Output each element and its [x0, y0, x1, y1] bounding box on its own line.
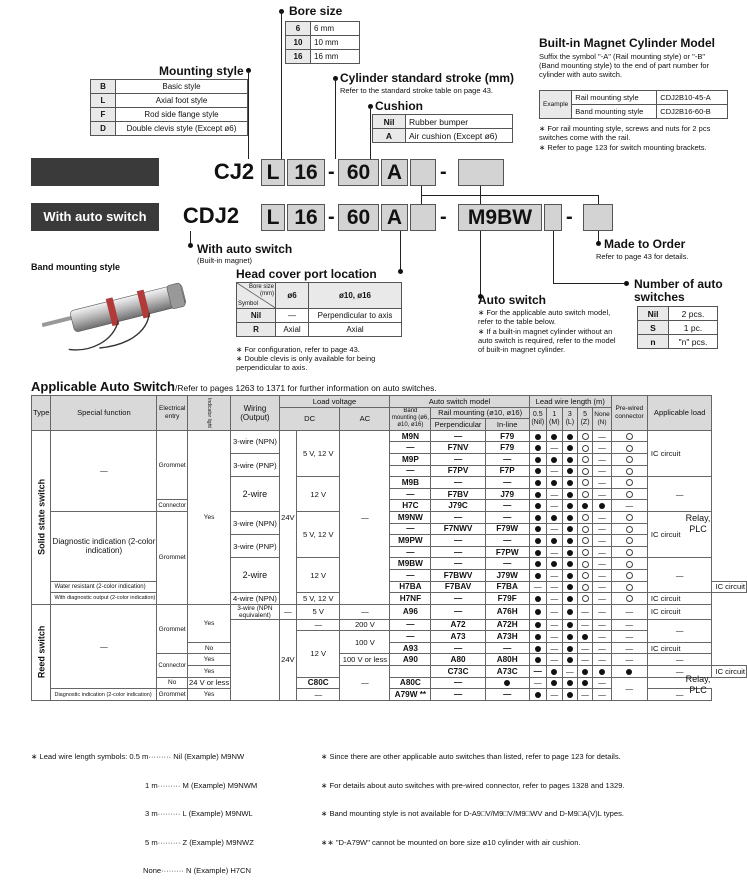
table-row: 24V — 200 V — A72 A72H — — — — — — [32, 619, 747, 631]
stroke-note: Refer to the standard stroke table on page 43. — [340, 86, 494, 95]
solid-load-relay: Relay, PLC — [685, 513, 711, 534]
table-row: Water resistant (2-color indication) H7BA F7BAV F7BA — — — IC circuit — [32, 581, 747, 593]
table-row: Connector H7C J79C — — — — [32, 500, 747, 512]
table-row: Solid state switch — Grommet Yes 3-wire (NPN) 24V 5 V, 12 V — M9N — F79 — IC circuit — [32, 430, 747, 442]
table-row: 12 V 100 V — A73 A73H — — — — [32, 631, 747, 643]
model2-bore: 16 — [287, 204, 325, 231]
model1-stroke: 60 — [338, 159, 379, 186]
table-row: No A93 — — — — — — IC circuit — [32, 642, 747, 654]
builtin-magnet-title: Built-in Magnet Cylinder Model — [539, 36, 715, 50]
bore-size-table: 6 6 mm 10 10 mm 16 16 mm — [285, 21, 360, 64]
cushion-table: Nil Rubber bumper A Air cushion (Except ø6) — [372, 114, 513, 143]
auto-switch-note-2: ∗ If a built-in magnet cylinder without an auto switch is required, refer to the model of built-in magnet cylinder. — [478, 327, 616, 354]
head-cover-table: Bore size (mm) Symbol ø6 ø10, ø16 Nil — Perpendicular to axis R Axial Axial — [236, 282, 402, 337]
table-row: 3-wire (PNP) M9P — — — — [32, 453, 747, 465]
bore-size-title: Bore size — [289, 4, 343, 18]
made-to-order-title: Made to Order — [604, 237, 686, 251]
table-row: — F7NV F79 — — — [32, 442, 747, 454]
stroke-title: Cylinder standard stroke (mm) — [340, 71, 515, 85]
model2-mount: L — [261, 204, 285, 231]
builtin-magnet-text: Suffix the symbol "-A" (Rail mounting style) or "-B" (Band mounting style) to the end of part number for cylinder with auto switch. — [539, 52, 710, 79]
footnotes-left: ∗ Lead wire length symbols: 0.5 m········· Nil (Example) M9NW 1 m········· M (Example) M9NWM 3 m········· L (Example) M9NWL 5 m········· Z (Example) M9NWZ None········· N (Example) H7CN — [31, 752, 258, 875]
made-to-order-note: Refer to page 43 for details. — [596, 252, 689, 261]
builtin-magnet-table: Example Rail mounting style CDJ2B10-45-A Band mounting style CDJ2B16-60-B — [539, 90, 728, 119]
table-row: — — F7PW — — — [32, 546, 747, 558]
model1-mount: L — [261, 159, 285, 186]
head-cover-note-1: ∗ For configuration, refer to page 43. — [236, 345, 360, 354]
num-switches-title: Number of auto switches — [634, 277, 723, 304]
table-row: — F7NWV F79W — — — [32, 523, 747, 535]
model1-blank-label — [31, 158, 159, 186]
model2-label: With auto switch — [31, 203, 159, 231]
model1-bore: 16 — [287, 159, 325, 186]
model2-num-switches — [544, 204, 562, 231]
builtin-magnet-note-2: ∗ Refer to page 123 for switch mounting brackets. — [539, 143, 707, 152]
auto-switch-note-1: ∗ For the applicable auto switch model, refer to the table below. — [478, 308, 611, 326]
builtin-magnet-note-1: ∗ For rail mounting style, screws and nuts for 2 pcs switches come with the rail. — [539, 124, 711, 142]
cushion-title: Cushion — [375, 99, 423, 113]
with-auto-switch-title: With auto switch — [197, 242, 293, 256]
table-row: Diagnostic indication (2-color indication) Grommet 3-wire (NPN) 5 V, 12 V M9NW — — — IC circuit — [32, 511, 747, 523]
table-row: — F7BWV J79W — — — [32, 569, 747, 581]
model1-slot-a — [410, 159, 436, 186]
table-row: Diagnostic indication (2-color indication) Grommet Yes — A79W ** — — — — — — — [32, 689, 747, 701]
with-auto-switch-note: (Built-in magnet) — [197, 256, 253, 265]
band-mounting-label: Band mounting style — [31, 262, 121, 272]
model2-stroke: 60 — [338, 204, 379, 231]
mounting-style-table: B Basic style L Axial foot style F Rod side flange style D Double clevis style (Except ø6) — [90, 79, 248, 136]
table-row: With diagnostic output (2-color indication) 4-wire (NPN) 5 V, 12 V H7NF — F79F — — IC circuit — [32, 593, 747, 605]
reed-load-relay: Relay, PLC — [685, 674, 711, 695]
footnotes-right: ∗ Since there are other applicable auto switches than listed, refer to page 123 for details. ∗ For details about auto switches with pre-wired connector, refer to pages 1328 and 1329. ∗ Band mounting style is not available for D-A9□V/M9□V/M9□WV and D-M9□A(V)L types. ∗∗ "D-A79W" cannot be mounted on bore size ø10 cylinder with air cushion. — [321, 752, 625, 847]
model1-made-to-order — [458, 159, 504, 186]
model2-cushion: A — [381, 204, 408, 231]
table-row: — F7BV J79 — — — [32, 488, 747, 500]
table-row: Reed switch — Grommet Yes 3-wire (NPN equivalent) — 5 V — A96 — A76H — — — — IC circuit — [32, 604, 747, 619]
table-row: No 24 V or less C80C A80C — — — — — [32, 677, 747, 689]
model2-prefix: CDJ2 — [182, 203, 240, 228]
head-cover-title: Head cover port location — [236, 267, 377, 281]
model2-slot-a — [410, 204, 436, 231]
table-row: Yes — C73C A73C — — — IC circuit — [32, 666, 747, 678]
model1-cushion: A — [381, 159, 408, 186]
auto-switch-title: Auto switch — [478, 293, 546, 307]
head-cover-note-2: ∗ Double clevis is only available for being perpendicular to axis. — [236, 354, 376, 372]
applicable-switch-table: Type Special function Electrical entry Indicator light Wiring (Output) Load voltage Auto switch model Lead wire length (m) Pre-wired connector Applicable load DC AC Band mounting (ø6, ø10, ø16) Rail mounting (ø10, ø16) 0.5 (Nil) 1 (M) 3 (L) 5 (Z) None (N) Perpendicular In-line Solid state switch — Grommet Yes 3-wire (NPN) 24V 5 V, 12 V — M9N — F79 — IC circuit — F7NV F79 — — 3-wire (PNP) M9P — — — — F7PV F7P — — 2-wire 12 V M9B — — — — — F7BV J79 — — Connector H7C J79C — — — Diagnostic indication (2-color indication) Grommet 3-wire (NPN) 5 V, 12 V M9NW — — — IC circuit — F7NWV F79W — — 3-wire (PNP) M9PW — — — — — F7PW — — 2-wire 12 V M9BW — — — — — F7BWV J79W — — Water resistant (2-color indication) H7BA F7BAV F7BA — — — IC circuit With diagnostic output (2-color indication) 4-wire (NPN) 5 V, 12 V H7NF — F79F — — IC circuit Reed switch — Grommet Yes 3-wire (NPN equivalent) — 5 V — A96 — A76H — — — — IC circuit 24V — 200 V — A72 A72H — — — — — 12 V 100 V — A73 A73H — — — No A93 — — — — — — IC circuit Connector Yes 100 V or less A90 A80 A80H — — — — — Yes — C73C A73C — — — IC circuit No 24 V or less C80C A80C — — — — Diagnostic indication (2-color indication) Grommet Yes — A79W ** — — — — — — — [33, 396, 745, 700]
model1-prefix: CJ2 — [213, 159, 255, 184]
table-row: Connector Yes 100 V or less A90 A80 A80H — — — — — — [32, 654, 747, 666]
cylinder-illustration — [22, 276, 202, 356]
table-row: 2-wire 12 V M9BW — — — — — [32, 558, 747, 570]
applicable-title: Applicable Auto Switch/Refer to pages 1263 to 1371 for further information on auto switches. — [31, 379, 437, 394]
mounting-style-title: Mounting style — [159, 64, 244, 78]
model2-made-to-order — [583, 204, 613, 231]
model2-switch: M9BW — [458, 204, 542, 231]
table-row: 3-wire (PNP) M9PW — — — — [32, 535, 747, 547]
num-switches-table: Nil 2 pcs. S 1 pc. n "n" pcs. — [637, 306, 718, 349]
table-row: 2-wire 12 V M9B — — — — — [32, 477, 747, 489]
table-row: — F7PV F7P — — — [32, 465, 747, 477]
